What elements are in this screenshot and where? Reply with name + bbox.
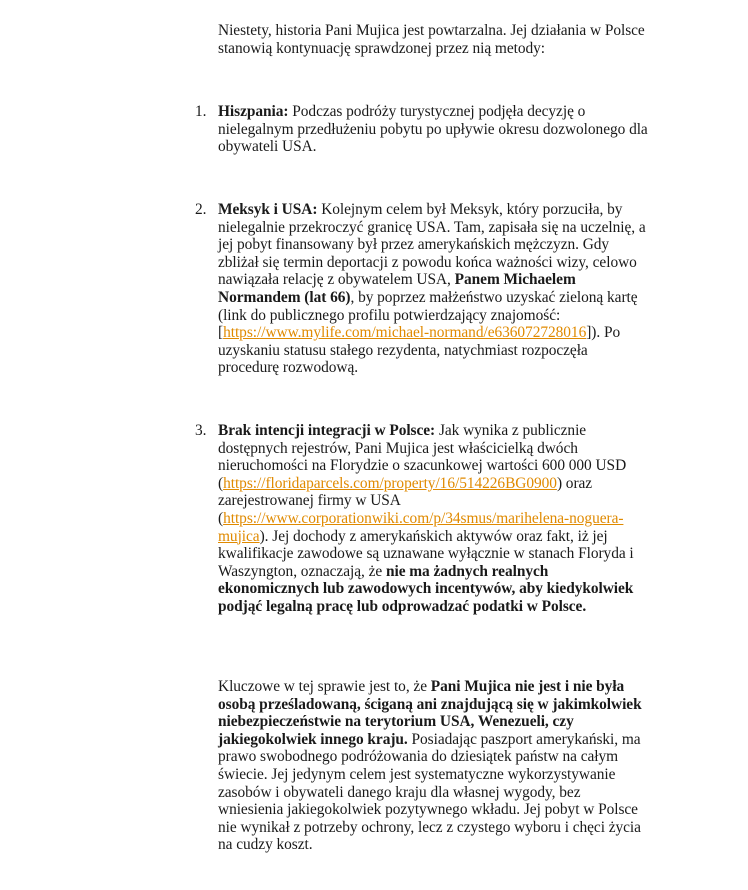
person-name: Panem Michaelem Normandem (lat 66) <box>218 271 576 306</box>
mylife-profile-link[interactable]: https://www.mylife.com/michael-normand/e636072728016 <box>223 324 587 342</box>
list-item-heading: Meksyk i USA: <box>218 201 318 218</box>
company-record-link[interactable]: https://www.corporationwiki.com/p/34smus/marihelena-noguera-mujica <box>218 509 624 545</box>
closing-paragraph <box>218 678 648 854</box>
list-item-text: ) oraz zarejestrowanej firmy w USA ( <box>218 474 593 527</box>
closing-text: Kluczowe w tej sprawie jest to, że <box>218 678 431 695</box>
list-item-body <box>218 201 648 377</box>
list-item-bold-conclusion: nie ma żadnych realnych ekonomicznych lub zawodowych incentywów, aby kiedykolwiek podjąć legalną pracę lub odprowadzać podatki w Polsce. <box>218 562 634 615</box>
list-number: 3. <box>195 422 207 439</box>
list-item-text: ). Jej dochody z amerykańskich aktywów oraz fakt, iż jej kwalifikacje zawodowe są uznawane wyłącznie w stanach Floryda i Waszyngton, oznaczają, że <box>218 527 634 580</box>
list-item-heading: Brak intencji integracji w Polsce: <box>218 422 436 439</box>
closing-bold-statement: Pani Mujica nie jest i nie była osobą prześladowaną, ściganą ani znajdującą się w jakimkolwiek niebezpieczeństwie na terytorium USA, Wenezueli, czy jakiegokolwiek innego kraju. <box>218 678 642 748</box>
list-item-heading: Hiszpania: <box>218 103 289 120</box>
intro-paragraph <box>218 22 648 57</box>
property-record-link[interactable]: https://floridaparcels.com/property/16/514226BG0900 <box>223 474 557 492</box>
list-item-body <box>218 103 648 156</box>
list-item-text: Kolejnym celem był Meksyk, który porzuciła, by nielegalnie przekroczyć granicę USA. Tam, zapisała się na uczelnię, a jej pobyt finansowany był przez amerykańskich mężczyzn. Gdy zbliżał się termin deportacji z powodu końca ważności wizy, celowo nawiązała relację z obywatelem USA, <box>218 201 646 289</box>
list-item-spain <box>195 103 648 156</box>
list-item-text: ]). Po uzyskaniu statusu stałego rezydenta, natychmiast rozpoczęła procedurę rozwodową. <box>218 324 621 377</box>
list-number: 2. <box>195 201 207 218</box>
list-item-text: Jak wynika z publicznie dostępnych rejestrów, Pani Mujica jest właścicielką dwóch nieruchomości na Florydzie o szacunkowej wartości 600 000 USD ( <box>218 422 627 492</box>
list-number: 1. <box>195 103 207 120</box>
list-item-no-integration <box>195 422 648 616</box>
intro-text: Niestety, historia Pani Mujica jest powtarzalna. Jej działania w Polsce stanowią kontynuację sprawdzonej przez nią metody: <box>218 22 645 57</box>
list-item-mexico-usa <box>195 201 648 377</box>
list-item-body <box>218 422 648 616</box>
closing-text: Posiadając paszport amerykański, ma prawo swobodnego podróżowania do dziesiątek państw na całym świecie. Jej jedynym celem jest systematyczne wykorzystywanie zasobów i obywateli danego kraju dla własnej wygody, bez wniesienia jakiegokolwiek pozytywnego wkładu. Jej pobyt w Polsce nie wynikał z potrzeby ochrony, lecz z czystego wyboru i chęci życia na cudzy koszt. <box>218 730 641 854</box>
list-item-text: Podczas podróży turystycznej podjęła decyzję o nielegalnym przedłużeniu pobytu po upływie okresu dozwolonego dla obywateli USA. <box>218 103 648 156</box>
list-item-text: , by poprzez małżeństwo uzyskać zieloną kartę (link do publicznego profilu potwierdzający znajomość: [ <box>218 288 638 342</box>
